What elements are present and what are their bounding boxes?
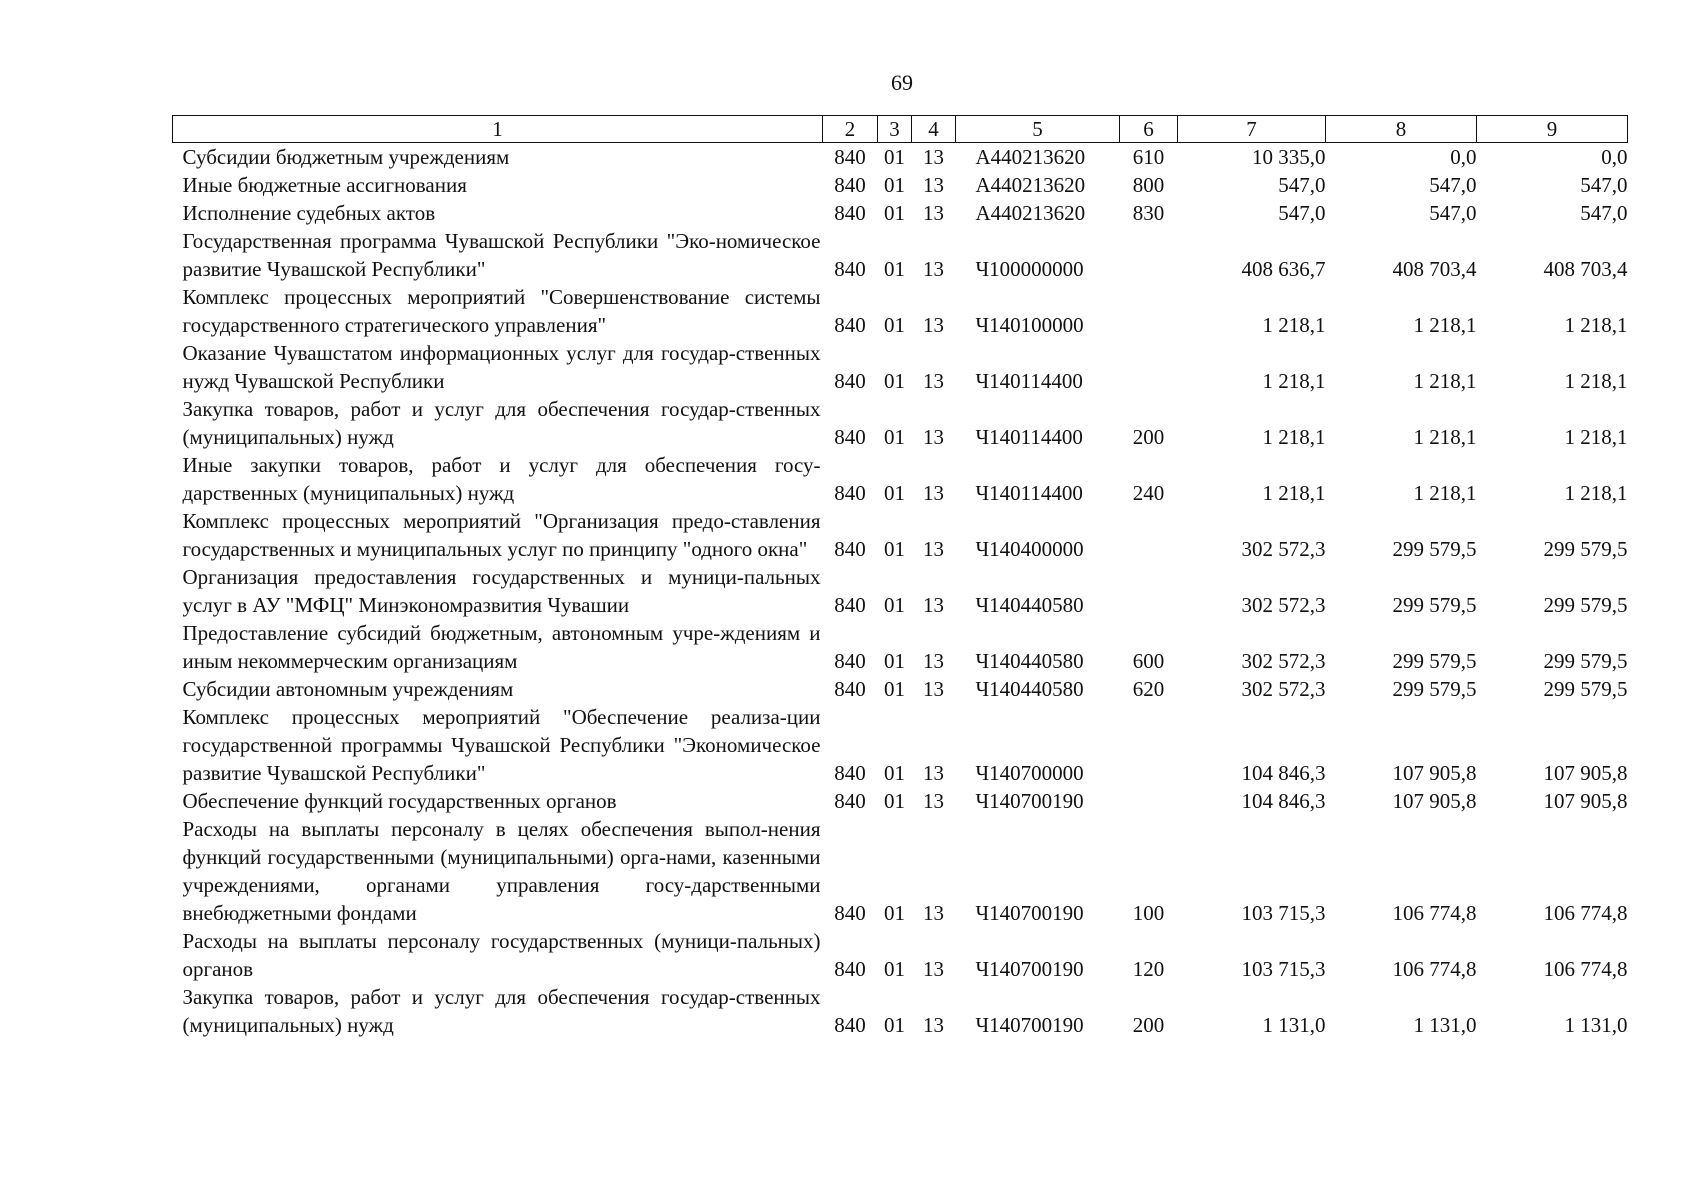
section-code: 01 — [884, 957, 905, 981]
amount-year-2: 1 218,1 — [1413, 481, 1477, 505]
table-row — [173, 339, 1628, 395]
amount-year-2: 547,0 — [1429, 201, 1477, 225]
amount-year-2: 408 703,4 — [1392, 257, 1477, 281]
amount-year-2: 107 905,8 — [1392, 761, 1477, 785]
target-article-code: А440213620 — [975, 145, 1086, 169]
subsection-code: 13 — [923, 481, 944, 505]
table-row — [173, 227, 1628, 283]
row-name: Закупка товаров, работ и услуг для обеспечения государ-ственных (муниципальных) нужд — [182, 397, 821, 449]
amount-year-2: 299 579,5 — [1392, 677, 1477, 701]
expense-type-code: 200 — [1132, 425, 1165, 449]
subsection-code: 13 — [923, 901, 944, 925]
section-code: 01 — [884, 173, 905, 197]
amount-year-3: 106 774,8 — [1543, 901, 1628, 925]
amount-year-3: 1 218,1 — [1564, 369, 1628, 393]
expense-type-code — [1120, 507, 1178, 563]
section-code: 01 — [884, 789, 905, 813]
row-name: Комплекс процессных мероприятий "Организация предо-ставления государственных и муниципальных услуг по принципу "одного окна" — [182, 509, 821, 561]
ministry-code: 840 — [834, 901, 866, 925]
row-name: Организация предоставления государственных и муници-пальных услуг в АУ "МФЦ" Минэкономразвития Чувашии — [182, 565, 821, 617]
section-code: 01 — [884, 1013, 905, 1037]
target-article-code: Ч140114400 — [975, 481, 1083, 505]
amount-year-1: 302 572,3 — [1241, 649, 1326, 673]
table-row — [173, 675, 1628, 703]
row-name: Расходы на выплаты персоналу государственных (муници-пальных) органов — [182, 929, 821, 981]
row-name: Комплекс процессных мероприятий "Совершенствование системы государственного стратегического управления" — [182, 285, 821, 337]
amount-year-3: 299 579,5 — [1543, 537, 1628, 561]
amount-year-1: 1 218,1 — [1262, 313, 1326, 337]
column-header: 6 — [1120, 116, 1178, 143]
amount-year-1: 547,0 — [1278, 173, 1326, 197]
amount-year-1: 103 715,3 — [1241, 901, 1326, 925]
ministry-code: 840 — [834, 1013, 866, 1037]
target-article-code: Ч140114400 — [975, 425, 1083, 449]
expense-type-code — [1120, 339, 1178, 395]
amount-year-2: 1 218,1 — [1413, 425, 1477, 449]
section-code: 01 — [884, 537, 905, 561]
amount-year-1: 10 335,0 — [1252, 145, 1326, 169]
subsection-code: 13 — [923, 257, 944, 281]
amount-year-3: 0,0 — [1601, 145, 1628, 169]
target-article-code: А440213620 — [975, 173, 1086, 197]
expense-type-code: 100 — [1132, 901, 1165, 925]
row-name: Государственная программа Чувашской Республики "Эко-номическое развитие Чувашской Республики" — [182, 229, 821, 281]
target-article-code: Ч140100000 — [975, 313, 1084, 337]
table-row — [173, 283, 1628, 339]
row-name: Субсидии бюджетным учреждениям — [182, 145, 510, 169]
ministry-code: 840 — [834, 537, 866, 561]
table-row — [173, 927, 1628, 983]
column-header: 1 — [173, 116, 823, 143]
subsection-code: 13 — [923, 1013, 944, 1037]
amount-year-3: 547,0 — [1580, 173, 1628, 197]
expense-type-code — [1120, 787, 1178, 815]
target-article-code: Ч140400000 — [975, 537, 1084, 561]
section-code: 01 — [884, 649, 905, 673]
amount-year-1: 302 572,3 — [1241, 537, 1326, 561]
expense-type-code: 120 — [1132, 957, 1165, 981]
amount-year-1: 104 846,3 — [1241, 761, 1326, 785]
ministry-code: 840 — [834, 957, 866, 981]
target-article-code: Ч140700190 — [975, 789, 1084, 813]
amount-year-3: 1 218,1 — [1564, 481, 1628, 505]
amount-year-1: 103 715,3 — [1241, 957, 1326, 981]
section-code: 01 — [884, 201, 905, 225]
column-header: 8 — [1326, 116, 1477, 143]
ministry-code: 840 — [834, 257, 866, 281]
table-row — [173, 619, 1628, 675]
section-code: 01 — [884, 593, 905, 617]
amount-year-1: 302 572,3 — [1241, 593, 1326, 617]
target-article-code: А440213620 — [975, 201, 1086, 225]
target-article-code: Ч140440580 — [975, 649, 1084, 673]
table-row — [173, 199, 1628, 227]
amount-year-1: 104 846,3 — [1241, 789, 1326, 813]
row-name: Иные закупки товаров, работ и услуг для обеспечения госу-дарственных (муниципальных) нужд — [182, 453, 821, 505]
amount-year-2: 106 774,8 — [1392, 901, 1477, 925]
section-code: 01 — [884, 257, 905, 281]
table-row — [173, 507, 1628, 563]
row-name: Субсидии автономным учреждениям — [182, 677, 514, 701]
column-header: 2 — [823, 116, 878, 143]
row-name: Закупка товаров, работ и услуг для обеспечения государ-ственных (муниципальных) нужд — [182, 985, 821, 1037]
amount-year-2: 106 774,8 — [1392, 957, 1477, 981]
ministry-code: 840 — [834, 369, 866, 393]
target-article-code: Ч140700190 — [975, 1013, 1084, 1037]
table-row — [173, 815, 1628, 927]
target-article-code: Ч100000000 — [975, 257, 1084, 281]
ministry-code: 840 — [834, 481, 866, 505]
amount-year-2: 107 905,8 — [1392, 789, 1477, 813]
target-article-code: Ч140440580 — [975, 593, 1084, 617]
subsection-code: 13 — [923, 957, 944, 981]
expense-type-code: 610 — [1132, 145, 1165, 169]
amount-year-1: 1 218,1 — [1262, 425, 1326, 449]
table-row — [173, 451, 1628, 507]
section-code: 01 — [884, 369, 905, 393]
column-header: 3 — [878, 116, 912, 143]
ministry-code: 840 — [834, 145, 866, 169]
ministry-code: 840 — [834, 677, 866, 701]
ministry-code: 840 — [834, 313, 866, 337]
subsection-code: 13 — [923, 425, 944, 449]
subsection-code: 13 — [923, 313, 944, 337]
amount-year-2: 299 579,5 — [1392, 593, 1477, 617]
amount-year-2: 1 218,1 — [1413, 369, 1477, 393]
column-header: 4 — [912, 116, 956, 143]
table-row — [173, 143, 1628, 172]
expense-type-code — [1120, 563, 1178, 619]
table-row — [173, 787, 1628, 815]
expense-type-code: 600 — [1132, 649, 1165, 673]
amount-year-1: 1 131,0 — [1262, 1013, 1326, 1037]
subsection-code: 13 — [923, 369, 944, 393]
ministry-code: 840 — [834, 173, 866, 197]
target-article-code: Ч140700000 — [975, 761, 1084, 785]
budget-table — [172, 115, 1628, 1039]
section-code: 01 — [884, 677, 905, 701]
amount-year-2: 299 579,5 — [1392, 649, 1477, 673]
amount-year-1: 1 218,1 — [1262, 369, 1326, 393]
column-header: 5 — [956, 116, 1120, 143]
amount-year-1: 302 572,3 — [1241, 677, 1326, 701]
amount-year-2: 1 131,0 — [1413, 1013, 1477, 1037]
expense-type-code: 200 — [1132, 1013, 1165, 1037]
amount-year-2: 1 218,1 — [1413, 313, 1477, 337]
column-header: 7 — [1178, 116, 1326, 143]
row-name: Предоставление субсидий бюджетным, автономным учре-ждениям и иным некоммерческим организациям — [182, 621, 821, 673]
section-code: 01 — [884, 481, 905, 505]
ministry-code: 840 — [834, 201, 866, 225]
amount-year-3: 107 905,8 — [1543, 789, 1628, 813]
subsection-code: 13 — [923, 537, 944, 561]
amount-year-2: 547,0 — [1429, 173, 1477, 197]
row-name: Иные бюджетные ассигнования — [182, 173, 467, 197]
subsection-code: 13 — [923, 789, 944, 813]
target-article-code: Ч140440580 — [975, 677, 1084, 701]
target-article-code: Ч140114400 — [975, 369, 1083, 393]
subsection-code: 13 — [923, 201, 944, 225]
row-name: Обеспечение функций государственных органов — [182, 789, 617, 813]
ministry-code: 840 — [834, 761, 866, 785]
expense-type-code: 800 — [1132, 173, 1165, 197]
row-name: Исполнение судебных актов — [182, 201, 436, 225]
expense-type-code: 830 — [1132, 201, 1165, 225]
table-row — [173, 703, 1628, 787]
amount-year-3: 107 905,8 — [1543, 761, 1628, 785]
table-row — [173, 563, 1628, 619]
expense-type-code — [1120, 283, 1178, 339]
ministry-code: 840 — [834, 649, 866, 673]
section-code: 01 — [884, 901, 905, 925]
amount-year-3: 299 579,5 — [1543, 593, 1628, 617]
ministry-code: 840 — [834, 789, 866, 813]
amount-year-3: 408 703,4 — [1543, 257, 1628, 281]
expense-type-code — [1120, 227, 1178, 283]
amount-year-3: 547,0 — [1580, 201, 1628, 225]
section-code: 01 — [884, 425, 905, 449]
subsection-code: 13 — [923, 677, 944, 701]
expense-type-code: 620 — [1132, 677, 1165, 701]
subsection-code: 13 — [923, 761, 944, 785]
table-row — [173, 395, 1628, 451]
subsection-code: 13 — [923, 173, 944, 197]
section-code: 01 — [884, 145, 905, 169]
amount-year-2: 299 579,5 — [1392, 537, 1477, 561]
subsection-code: 13 — [923, 649, 944, 673]
amount-year-2: 0,0 — [1450, 145, 1477, 169]
row-name: Расходы на выплаты персоналу в целях обеспечения выпол-нения функций государственными (муниципальными) орга-нами, казенными учреждениями, органами управления госу-дарственными внебюджетными фондами — [182, 817, 821, 925]
page-number: 69 — [891, 70, 913, 95]
table-row — [173, 983, 1628, 1039]
row-name: Оказание Чувашстатом информационных услуг для государ-ственных нужд Чувашской Республики — [182, 341, 821, 393]
table-body — [173, 143, 1628, 1040]
subsection-code: 13 — [923, 145, 944, 169]
target-article-code: Ч140700190 — [975, 901, 1084, 925]
table-header-row — [173, 116, 1628, 143]
amount-year-3: 1 218,1 — [1564, 425, 1628, 449]
amount-year-3: 1 131,0 — [1564, 1013, 1628, 1037]
amount-year-3: 106 774,8 — [1543, 957, 1628, 981]
amount-year-3: 1 218,1 — [1564, 313, 1628, 337]
ministry-code: 840 — [834, 425, 866, 449]
row-name: Комплекс процессных мероприятий "Обеспечение реализа-ции государственной программы Чувашской Республики "Экономическое развитие Чувашской Республики" — [182, 705, 821, 785]
target-article-code: Ч140700190 — [975, 957, 1084, 981]
section-code: 01 — [884, 313, 905, 337]
subsection-code: 13 — [923, 593, 944, 617]
ministry-code: 840 — [834, 593, 866, 617]
amount-year-1: 547,0 — [1278, 201, 1326, 225]
expense-type-code: 240 — [1132, 481, 1165, 505]
table-row — [173, 171, 1628, 199]
amount-year-1: 408 636,7 — [1241, 257, 1326, 281]
amount-year-3: 299 579,5 — [1543, 677, 1628, 701]
amount-year-3: 299 579,5 — [1543, 649, 1628, 673]
amount-year-1: 1 218,1 — [1262, 481, 1326, 505]
column-header: 9 — [1477, 116, 1628, 143]
section-code: 01 — [884, 761, 905, 785]
expense-type-code — [1120, 703, 1178, 787]
